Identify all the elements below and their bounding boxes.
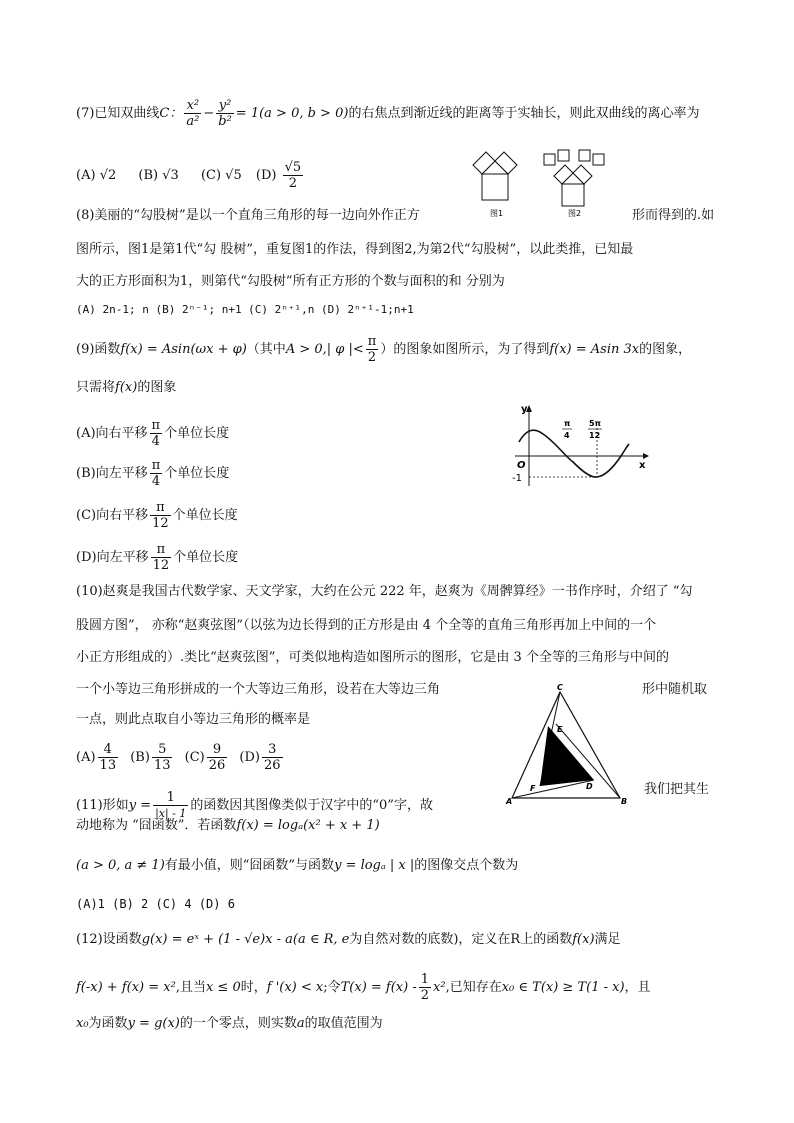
q7-option-d-value: $\frac{√5}{2}$: [284, 160, 302, 191]
q9-prefix: (9)函数: [76, 342, 121, 357]
q9-line2: 只需将f(x)的图象: [76, 380, 177, 395]
q7-line1: (7)已知双曲线C： $\frac{\text{x²}}{\text{a²}}$ − $\frac{\text{y²}}{\text{b²}}$ = 1(a > 0, b > 0)的右焦点到渐近线的距离等于实轴长，则此双曲线的离心率为: [76, 98, 700, 129]
tree-label-2: 图2: [568, 209, 582, 218]
neg-one-label: -1: [512, 473, 522, 484]
q7-option-b-label: (B): [138, 168, 159, 183]
tick1-den: 4: [564, 431, 570, 440]
q10-line1: (10)赵爽是我国古代数学家、天文学家，大约在公元 222 年，赵爽为《周髀算经》一书作序时，介绍了 “勾: [76, 584, 693, 599]
q12-half: $\frac{1}{2}$: [420, 972, 430, 1003]
q11-line2: 动地称为 “囧函数”．若函数f(x) = logₐ(x² + x + 1): [76, 818, 380, 833]
label-e: E: [557, 725, 563, 734]
label-d: D: [586, 782, 593, 791]
q7-option-c-value: √5: [225, 168, 242, 183]
q10-line4-left: 一个小等边三角形拼成的一个大等边三角形，设若在大等边三角: [76, 682, 441, 697]
pythagoras-tree-figure: [468, 144, 628, 224]
tree-label-1: 图1: [490, 209, 504, 218]
q9-cond: A > 0,| φ |<: [285, 342, 364, 357]
q11-line3: (a > 0, a ≠ 1)有最小值，则“囧函数”与函数y = logₐ | x |的图像交点个数为: [76, 858, 519, 873]
sine-graph: [505, 398, 655, 493]
label-a: A: [506, 797, 513, 806]
origin-label: O: [517, 460, 526, 471]
q7-option-a-value: √2: [99, 168, 117, 183]
q10-option-b-frac: $\frac{5}{13}$: [153, 742, 171, 773]
q10-line2: 股圆方图”， 亦称“赵爽弦图”（以弦为边长得到的正方形是由 4 个全等的直角三角形再加上中间的一个: [76, 618, 657, 633]
q9-option-d: (D)向左平移 $\frac{\pi}{12}$ 个单位长度: [76, 542, 239, 573]
q7-options: [76, 160, 305, 191]
tick2-den: 12: [589, 431, 601, 440]
q9-cond-open: （其中: [246, 342, 286, 357]
q7-prefix: (7)已知双曲线: [76, 106, 160, 121]
tick2-num: 5π: [589, 419, 601, 428]
q9-pi-over-2: $\frac{\pi}{2}$: [367, 334, 377, 365]
q8-line3: 大的正方形面积为1，则第代“勾股树”所有正方形的个数与面积的和 分别为: [76, 274, 505, 289]
q9-line1: [76, 334, 691, 365]
q9-target: f(x) = Asin 3x: [549, 342, 640, 357]
q10-option-a-frac: $\frac{4}{13}$: [99, 742, 117, 773]
tree-gen1: [473, 152, 517, 200]
q8-line1-left: (8)美丽的“勾股树”是以一个直角三角形的每一边向外作正方: [76, 208, 420, 223]
q10-line5: 一点，则此点取自小等边三角形的概率是: [76, 712, 311, 727]
q8-line2: 图所示，图1是第1代“勾 股树”，重复图1的作法，得到图2,为第2代“勾股树”，以此类推，已知最: [76, 242, 634, 257]
q7-option-c-label: (C): [200, 168, 222, 183]
q9-after: ）的图象如图所示，为了得到: [380, 342, 550, 357]
q7-text: 的右焦点到渐近线的距离等于实轴长，则此双曲线的离心率为: [348, 106, 700, 121]
q11-options: (A)1 (B) 2 (C) 4 (D) 6: [76, 897, 235, 911]
q7-frac-y: $\frac{\text{y²}}{\text{b²}}$: [218, 98, 232, 129]
q10-option-d-frac: $\frac{3}{26}$: [263, 742, 281, 773]
tick1-num: π: [564, 419, 571, 428]
q8-options: (A) 2n-1; n (B) 2ⁿ⁻¹; n+1 (C) 2ⁿ⁺¹,n (D) 2ⁿ⁺¹-1;n+1: [76, 303, 414, 316]
q12-line1: (12)设函数g(x) = eˣ + (1 - √e)x - a(a ∈ R, e为自然对数的底数)，定义在R上的函数f(x)满足: [76, 932, 621, 947]
x-axis-label: x: [639, 460, 646, 471]
q8-line1-right: 形而得到的.如: [632, 208, 715, 223]
q12-line2: f(-x) + f(x) = x²,且当x ≤ 0时，f '(x) < x;令T(x) = f(x) - $\frac{1}{2}$ x²,已知存在x₀ ∈ T(x) ≥ T(1 - x)，且: [76, 972, 651, 1003]
tree-gen2: [544, 150, 604, 206]
q7-curve-lhs: C：: [159, 106, 183, 121]
q10-option-c-frac: $\frac{9}{26}$: [208, 742, 226, 773]
q7-frac-x: $\frac{\text{x²}}{\text{a²}}$: [186, 98, 200, 129]
label-b: B: [621, 797, 628, 806]
q7-option-b-value: √3: [162, 168, 179, 183]
q11-right: 我们把其生: [644, 782, 710, 797]
q10-line3: 小正方形组成的）.类比“赵爽弦图”，可类似地构造如图所示的图形，它是由 3 个全等的三角形与中间的: [76, 650, 669, 665]
q7-eq-tail: = 1(a > 0, b > 0): [235, 106, 349, 121]
q9-option-a: (A)向右平移 $\frac{\pi}{4}$ 个单位长度: [76, 418, 230, 449]
label-c: C: [557, 683, 563, 692]
y-axis-label: y: [521, 404, 528, 415]
q7-option-a-label: (A): [76, 168, 96, 183]
triangle-figure: [500, 680, 640, 808]
q10-options: (A) $\frac{4}{13}$ (B) $\frac{5}{13}$ (C) $\frac{9}{26}$ (D) $\frac{3}{26}$: [76, 742, 281, 773]
q10-line4-right: 形中随机取: [642, 682, 708, 697]
q7-option-d-label: (D): [255, 168, 277, 183]
sine-curve: [519, 430, 629, 477]
q9-option-c: (C)向右平移 $\frac{\pi}{12}$ 个单位长度: [76, 500, 238, 531]
x-axis-arrow: [643, 453, 649, 459]
q9-option-b: (B)向左平移 $\frac{\pi}{4}$ 个单位长度: [76, 458, 230, 489]
label-f: F: [530, 784, 536, 793]
q11-frac: $\frac{1}{|x| - 1}$: [155, 790, 187, 820]
q9-func: f(x) = Asin(ωx + φ): [120, 342, 247, 357]
q11-line1: (11)形如y = $\frac{1}{|x| - 1}$ 的函数因其图像类似于汉字中的“0”字，故: [76, 790, 433, 820]
q12-line3: x₀为函数y = g(x)的一个零点，则实数a的取值范围为: [76, 1016, 383, 1031]
q9-tail: 的图象，: [639, 342, 692, 357]
